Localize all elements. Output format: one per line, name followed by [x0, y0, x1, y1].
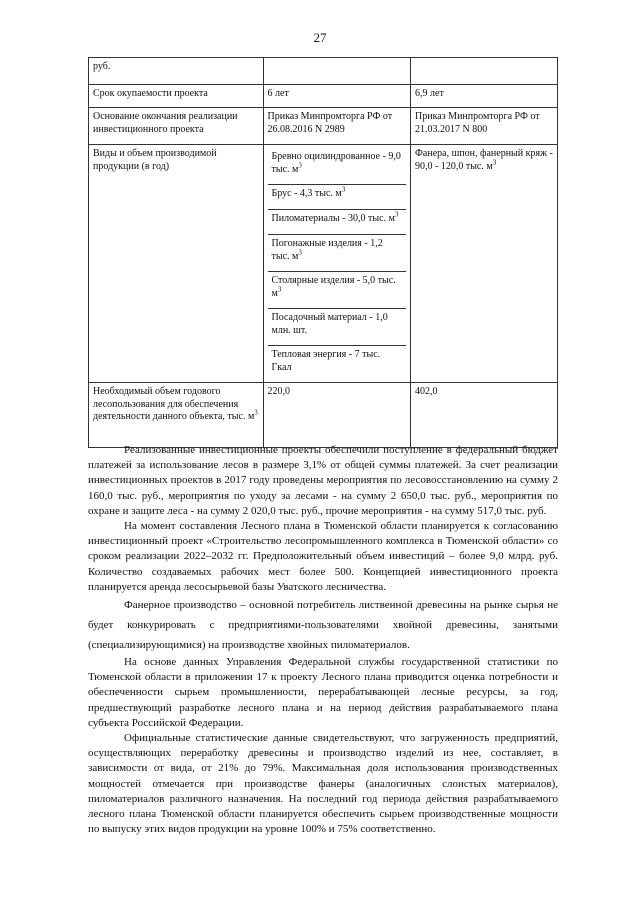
- products-list: [268, 148, 407, 379]
- table-cell: [411, 58, 558, 85]
- products-list-cell: [263, 145, 411, 383]
- table-cell: 220,0: [263, 383, 411, 448]
- table-cell: [263, 58, 411, 85]
- table-cell: 402,0: [411, 383, 558, 448]
- row-label: Срок окупаемости проекта: [89, 85, 264, 108]
- row-label: Необходимый объем годового лесопользования для обеспечения деятельности данного объекта, тыс. $м^3$: [89, 383, 264, 448]
- list-item: Бревно оцилиндрованное - 9,0 тыс. $м^3$: [268, 148, 407, 185]
- table-row: [89, 108, 558, 145]
- list-item: Тепловая энергия - 7 тыс. Гкал: [271, 349, 381, 373]
- table-cell: Приказ Минпромторга РФ от 21.03.2017 N 800: [411, 108, 558, 145]
- paragraph: Реализованные инвестиционные проекты обеспечили поступление в федеральный бюджет платежей за использование лесов в размере 3,1% от общей суммы платежей. За счет реализации инвестиционных проектов в 2017 году проведены мероприятия по лесовосстановлению на сумму 2 160,0 тыс. руб., мероприятия по уходу за лесами - на сумму 2 650,0 тыс. руб., мероприятия по охране и защите леса - на сумму 2 020,0 тыс. руб., прочие мероприятия - на сумму 517,0 тыс. руб.: [88, 444, 558, 517]
- investment-projects-table: [88, 57, 558, 448]
- list-item: Погонажные изделия - 1,2 тыс. $м^3$: [268, 235, 407, 272]
- table-row: [89, 145, 558, 383]
- paragraph: Фанерное производство – основной потребитель лиственной древесины на рынке сырья не будет конкурировать с предприятиями-пользователями хвойной древесины, занятыми (специализирующимися) на производстве хвойных пиломатериалов.: [88, 599, 558, 652]
- body-text: [88, 443, 558, 837]
- table-cell: Фанера, шпон, фанерный кряж - 90,0 - 120,0 тыс. $м^3$: [411, 145, 558, 383]
- list-item: Столярные изделия - 5,0 тыс. $м^3$: [268, 272, 407, 309]
- page-number: 27: [313, 30, 327, 45]
- table-cell: Приказ Минпромторга РФ от 26.08.2016 N 2989: [263, 108, 411, 145]
- list-item: Брус - 4,3 тыс. $м^3$: [268, 185, 407, 210]
- paragraph: На момент составления Лесного плана в Тюменской области планируется к согласованию инвестиционный проект «Строительство лесопромышленного комплекса в Тюменской области» со сроком реализации 2022–2032 гг. Предположительный объем инвестиций – более 9,0 млрд. руб. Количество создаваемых рабочих мест более 500. Концепцией инвестиционного проекта планируется аренда лесосырьевой базы Уватского лесничества.: [88, 520, 558, 593]
- table-row: [89, 85, 558, 108]
- table-cell: 6,9 лет: [411, 85, 558, 108]
- paragraph: Официальные статистические данные свидетельствуют, что загруженность предприятий, осуществляющих переработку древесины и производство изделий из нее, составляет, в зависимости от вида, от 21% до 79%. Максимальная доля использования производственных мощностей отмечается при производстве фанеры (аналогичных слоистых материалов), пиломатериалов различного назначения. На последний год периода действия разрабатываемого лесного плана Тюменской области планируется обеспечить сырьем производственные мощности по выпуску этих видов продукции на уровне 100% и 75% соответственно.: [88, 732, 558, 836]
- row-label: Основание окончания реализации инвестиционного проекта: [89, 108, 264, 145]
- table-cell: руб.: [89, 58, 264, 85]
- row-label: Виды и объем производимой продукции (в год): [89, 145, 264, 383]
- paragraph: На основе данных Управления Федеральной службы государственной статистики по Тюменской области в приложении 17 к проекту Лесного плана приводится оценка потребности и обеспеченности сырьем промышленности, перерабатывающей лесные ресурсы, за год, предшествующий разработке лесного плана и на период действия разрабатываемого плана субъекта Российской Федерации.: [88, 656, 558, 729]
- table-row: [89, 383, 558, 448]
- table-cell: 6 лет: [263, 85, 411, 108]
- list-item: Посадочный материал - 1,0 млн. шт.: [268, 309, 407, 346]
- table-row: [89, 58, 558, 85]
- list-item: Пиломатериалы - 30,0 тыс. $м^3$: [268, 210, 407, 235]
